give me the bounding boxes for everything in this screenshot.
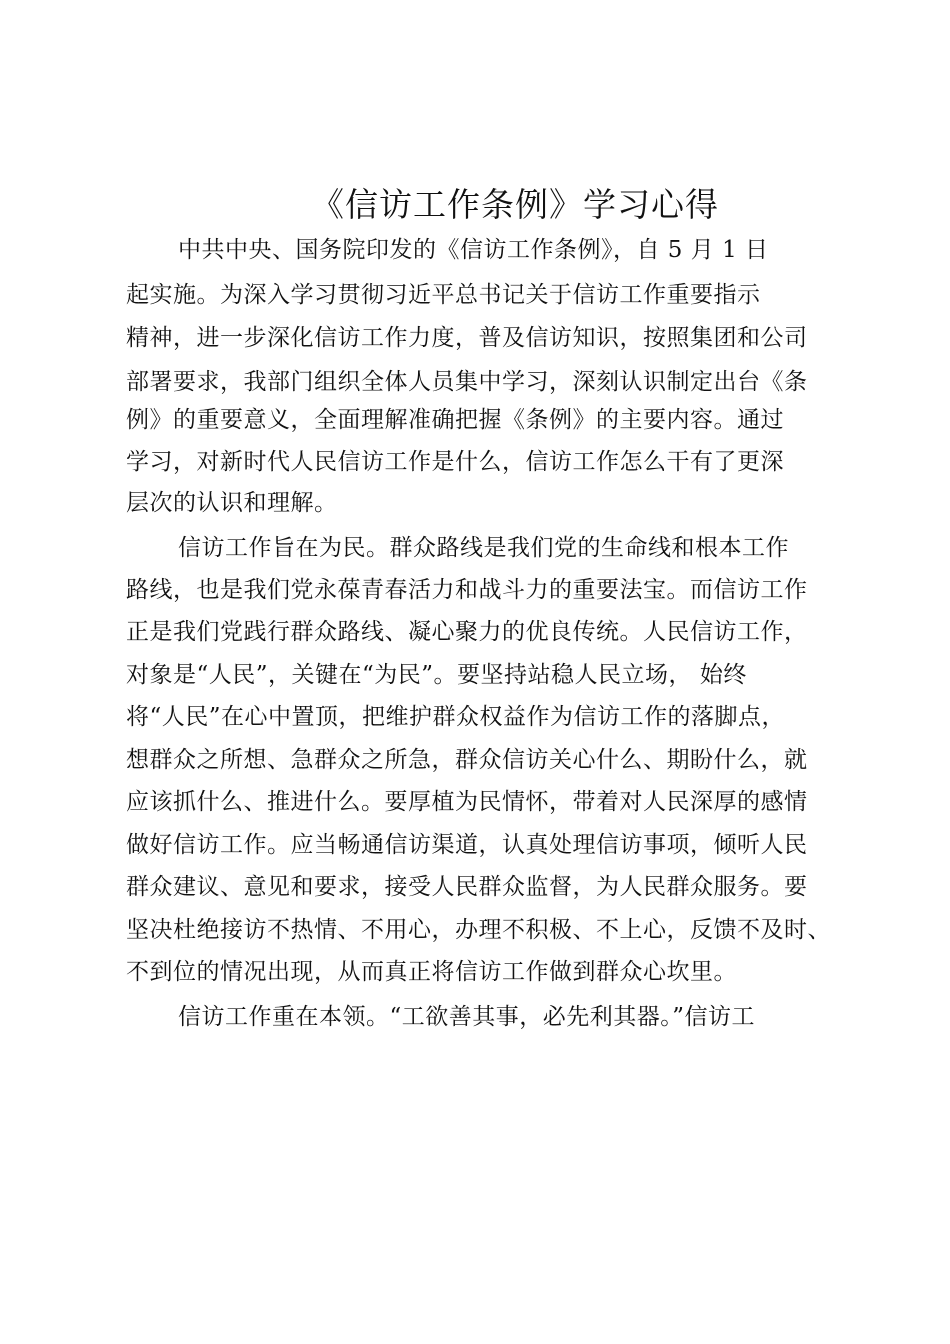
paragraph-2-line-6: 想群众之所想、急群众之所急，群众信访关心什么、期盼什么，就: [126, 747, 808, 773]
paragraph-1-line-3: 精神，进一步深化信访工作力度，普及信访知识，按照集团和公司: [126, 325, 808, 351]
paragraph-1-line-6: 学习，对新时代人民信访工作是什么，信访工作怎么干有了更深: [126, 449, 784, 475]
paragraph-1-line-1: 中共中央、国务院印发的《信访工作条例》，自 5 月 1 日: [178, 237, 769, 263]
paragraph-2-line-9: 群众建议、意见和要求，接受人民群众监督，为人民群众服务。要: [126, 874, 808, 900]
paragraph-2-line-3: 正是我们党践行群众路线、凝心聚力的优良传统。人民信访工作，: [126, 619, 808, 645]
paragraph-2-line-8: 做好信访工作。应当畅通信访渠道，认真处理信访事项，倾听人民: [126, 832, 808, 858]
paragraph-1-line-5: 例》的重要意义，全面理解准确把握《条例》的主要内容。通过: [126, 407, 784, 433]
paragraph-3-line-1: 信访工作重在本领。“工欲善其事，必先利其器。”信访工: [178, 1004, 756, 1030]
paragraph-1-line-4: 部署要求，我部门组织全体人员集中学习，深刻认识制定出台《条: [126, 369, 808, 395]
paragraph-1-line-2: 起实施。为深入学习贯彻习近平总书记关于信访工作重要指示: [126, 282, 761, 308]
document-title: 《信访工作条例》学习心得: [311, 185, 719, 224]
paragraph-2-line-7: 应该抓什么、推进什么。要厚植为民情怀，带着对人民深厚的感情: [126, 789, 808, 815]
paragraph-2-line-2: 路线，也是我们党永葆青春活力和战斗力的重要法宝。而信访工作: [126, 577, 808, 603]
paragraph-2-line-4: 对象是“人民”，关键在“为民”。要坚持站稳人民立场， 始终: [126, 662, 747, 688]
paragraph-2-line-1: 信访工作旨在为民。群众路线是我们党的生命线和根本工作: [178, 535, 789, 561]
paragraph-2-line-11: 不到位的情况出现，从而真正将信访工作做到群众心坎里。: [126, 959, 737, 985]
paragraph-2-line-10: 坚决杜绝接访不热情、不用心，办理不积极、不上心，反馈不及时、: [126, 917, 831, 943]
paragraph-2-line-5: 将“人民”在心中置顶，把维护群众权益作为信访工作的落脚点，: [126, 704, 786, 730]
paragraph-1-line-7: 层次的认识和理解。: [126, 490, 338, 516]
